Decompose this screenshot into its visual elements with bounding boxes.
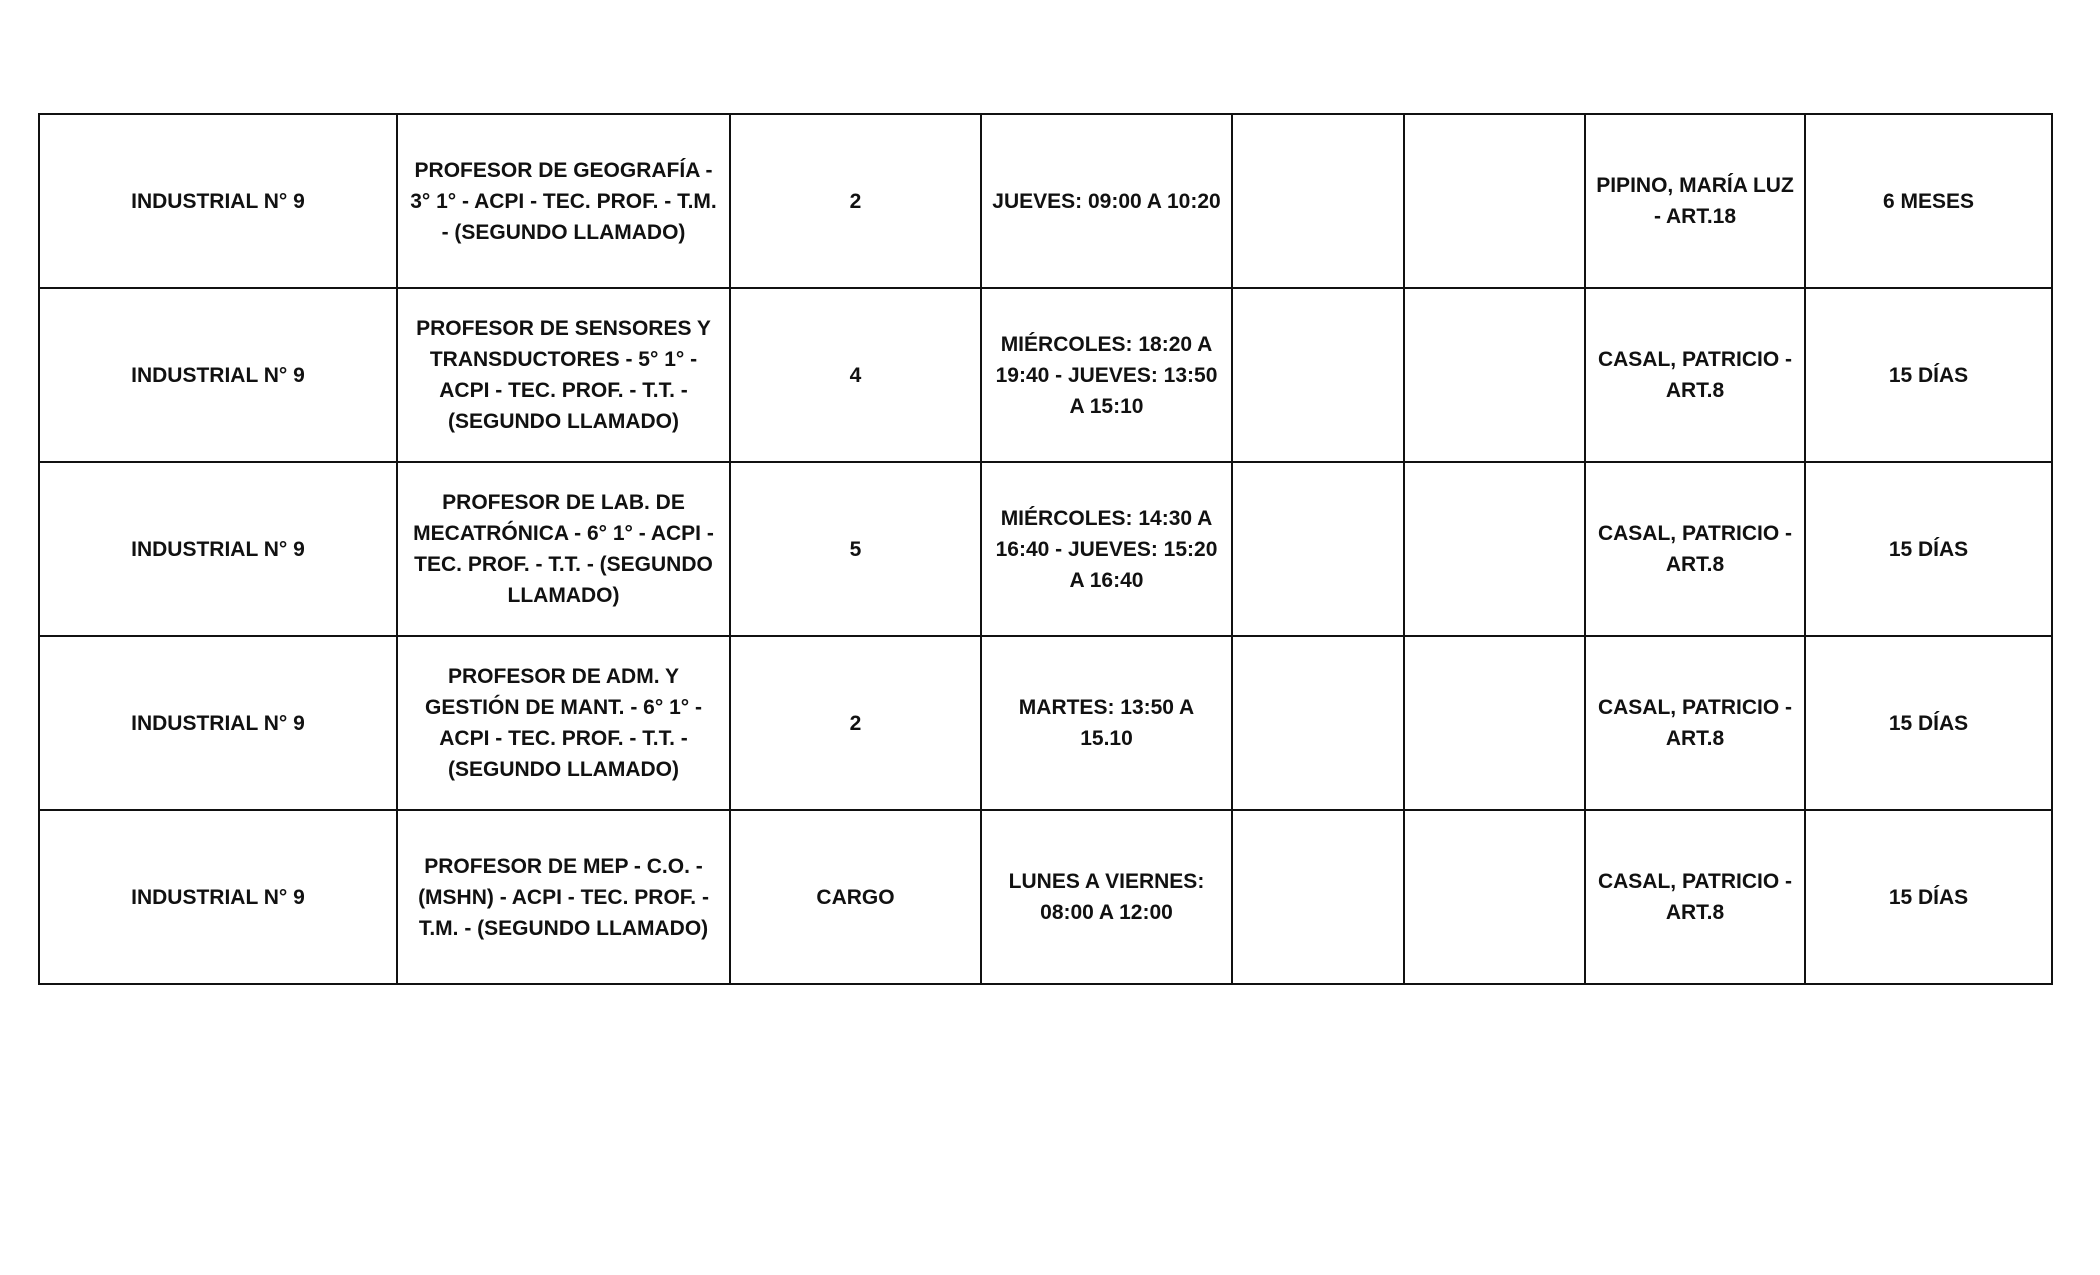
replaces-cell: CASAL, PATRICIO - ART.8 xyxy=(1585,810,1805,984)
replaces-cell: CASAL, PATRICIO - ART.8 xyxy=(1585,462,1805,636)
duration-cell: 6 MESES xyxy=(1805,114,2052,288)
empty-cell xyxy=(1232,810,1404,984)
schedule-cell: LUNES A VIERNES: 08:00 A 12:00 xyxy=(981,810,1232,984)
table-row xyxy=(39,462,2052,636)
vacancies-table xyxy=(38,113,2053,985)
empty-cell xyxy=(1404,810,1585,984)
empty-cell xyxy=(1232,462,1404,636)
empty-cell xyxy=(1404,636,1585,810)
table-row xyxy=(39,810,2052,984)
replaces-cell: CASAL, PATRICIO - ART.8 xyxy=(1585,288,1805,462)
school-cell: INDUSTRIAL N° 9 xyxy=(39,810,397,984)
empty-cell xyxy=(1232,114,1404,288)
duration-cell: 15 DÍAS xyxy=(1805,810,2052,984)
hours-cell: 4 xyxy=(730,288,981,462)
school-cell: INDUSTRIAL N° 9 xyxy=(39,462,397,636)
empty-cell xyxy=(1232,288,1404,462)
empty-cell xyxy=(1404,462,1585,636)
position-cell: PROFESOR DE ADM. Y GESTIÓN DE MANT. - 6° 1° - ACPI - TEC. PROF. - T.T. - (SEGUNDO LLAMADO) xyxy=(397,636,730,810)
position-cell: PROFESOR DE GEOGRAFÍA - 3° 1° - ACPI - TEC. PROF. - T.M. - (SEGUNDO LLAMADO) xyxy=(397,114,730,288)
duration-cell: 15 DÍAS xyxy=(1805,636,2052,810)
empty-cell xyxy=(1232,636,1404,810)
school-cell: INDUSTRIAL N° 9 xyxy=(39,114,397,288)
schedule-cell: JUEVES: 09:00 A 10:20 xyxy=(981,114,1232,288)
schedule-cell: MARTES: 13:50 A 15.10 xyxy=(981,636,1232,810)
table-row xyxy=(39,114,2052,288)
duration-cell: 15 DÍAS xyxy=(1805,288,2052,462)
replaces-cell: CASAL, PATRICIO - ART.8 xyxy=(1585,636,1805,810)
hours-cell: 2 xyxy=(730,114,981,288)
schedule-cell: MIÉRCOLES: 14:30 A 16:40 - JUEVES: 15:20 A 16:40 xyxy=(981,462,1232,636)
empty-cell xyxy=(1404,288,1585,462)
table-row xyxy=(39,288,2052,462)
hours-cell: 5 xyxy=(730,462,981,636)
table-row xyxy=(39,636,2052,810)
position-cell: PROFESOR DE MEP - C.O. - (MSHN) - ACPI - TEC. PROF. - T.M. - (SEGUNDO LLAMADO) xyxy=(397,810,730,984)
hours-cell: 2 xyxy=(730,636,981,810)
hours-cell: CARGO xyxy=(730,810,981,984)
position-cell: PROFESOR DE LAB. DE MECATRÓNICA - 6° 1° - ACPI - TEC. PROF. - T.T. - (SEGUNDO LLAMADO) xyxy=(397,462,730,636)
school-cell: INDUSTRIAL N° 9 xyxy=(39,636,397,810)
empty-cell xyxy=(1404,114,1585,288)
duration-cell: 15 DÍAS xyxy=(1805,462,2052,636)
document-sheet xyxy=(38,113,2051,984)
replaces-cell: PIPINO, MARÍA LUZ - ART.18 xyxy=(1585,114,1805,288)
position-cell: PROFESOR DE SENSORES Y TRANSDUCTORES - 5° 1° - ACPI - TEC. PROF. - T.T. - (SEGUNDO LLAMADO) xyxy=(397,288,730,462)
school-cell: INDUSTRIAL N° 9 xyxy=(39,288,397,462)
schedule-cell: MIÉRCOLES: 18:20 A 19:40 - JUEVES: 13:50 A 15:10 xyxy=(981,288,1232,462)
